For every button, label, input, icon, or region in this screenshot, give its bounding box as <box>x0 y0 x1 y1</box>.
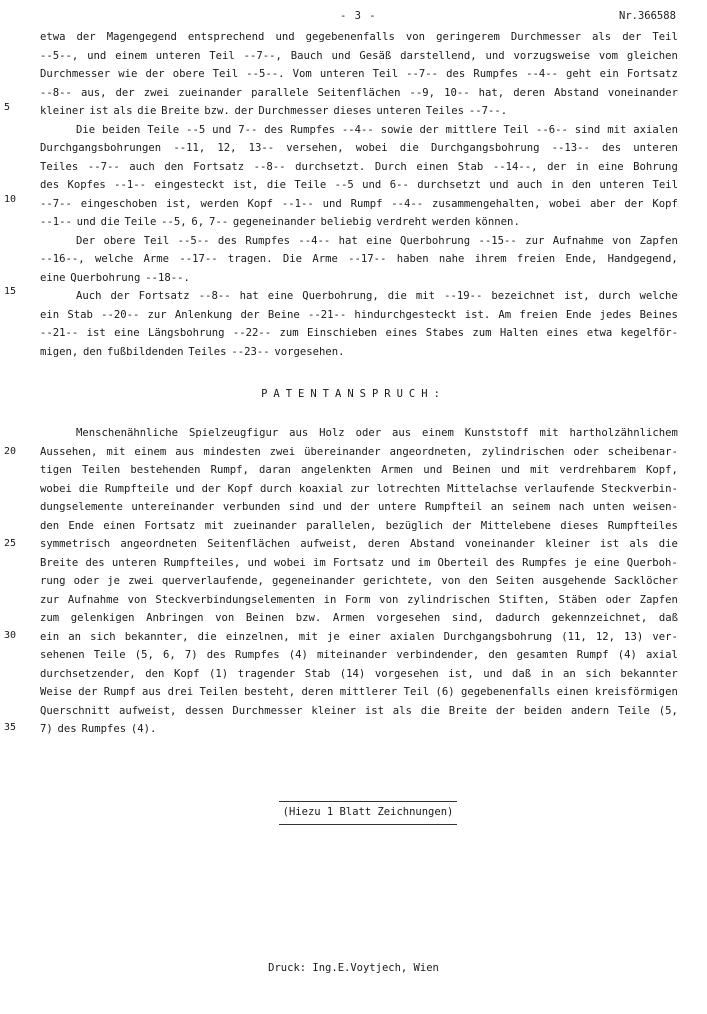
text-line: Teiles --7-- auch den Fortsatz --8-- durchsetzt. Durch einen Stab --14--, der in eine Bohrung <box>40 160 678 173</box>
text-line: zur Aufnahme von Steckverbindungselementen in Form von zylindrischen Stiften, Stäben oder Zapfen <box>40 593 678 606</box>
description-text <box>40 28 678 361</box>
line-number: 5 <box>4 102 11 113</box>
text-line: Querschnitt aufweist, dessen Durchmesser kleiner ist als die Breite der beiden andern Teile (5, <box>40 704 678 717</box>
text-line: Durchgangsbohrungen --11, 12, 13-- versehen, wobei die Durchgangsbohrung --13-- des unteren <box>40 142 678 154</box>
text-line: tigen Teilen bestehenden Rumpf, daran angelenkten Armen und Beinen und mit verdrehbarem Kopf, <box>40 464 678 476</box>
patent-number: Nr.366588 <box>619 10 676 22</box>
text-line: symmetrisch angeordneten Seitenflächen aufweist, deren Abstand voneinander kleiner ist als die <box>40 538 678 550</box>
text-line: --1-- und die Teile --5, 6, 7-- gegeneinander beliebig verdreht werden können. <box>40 216 520 228</box>
text-line: --16--, welche Arme --17-- tragen. Die Arme --17-- haben nahe ihrem freien Ende, Handgegend, <box>40 253 678 265</box>
text-line: zum gelenkigen Anbringen von Beinen bzw. Armen vorgesehen sind, dadurch gekennzeichnet, daß <box>40 612 678 624</box>
text-line: den Ende einen Fortsatz mit zueinander parallelen, bezüglich der Mittelebene dieses Rumpfteiles <box>40 519 678 532</box>
line-number: 30 <box>4 630 17 641</box>
page-number: - 3 - <box>340 10 377 22</box>
text-line: Der obere Teil --5-- des Rumpfes --4-- hat eine Querbohrung --15-- zur Aufnahme von Zapfen <box>76 234 678 247</box>
text-line: Auch der Fortsatz --8-- hat eine Querbohrung, die mit --19-- bezeichnet ist, durch welche <box>76 290 678 302</box>
text-line: --7-- eingeschoben ist, werden Kopf --1-- und Rumpf --4-- zusammengehalten, wobei aber der Kopf <box>40 197 678 210</box>
text-line: Die beiden Teile --5 und 7-- des Rumpfes --4-- sowie der mittlere Teil --6-- sind mit axialen <box>76 123 678 136</box>
text-line: Aussehen, mit einem aus mindesten zwei übereinander angeordneten, zylindrischen oder scheibenar- <box>40 445 678 458</box>
text-line: migen, den fußbildenden Teiles --23-- vorgesehen. <box>40 345 345 358</box>
text-line: dungselemente untereinander verbunden sind und der untere Rumpfteil an seinem nach unten weisen- <box>40 501 678 513</box>
text-line: durchsetzender, den Kopf (1) tragender Stab (14) vorgesehen ist, und daß in an sich bekannter <box>40 667 678 680</box>
text-line: Durchmesser wie der obere Teil --5--. Vom unteren Teil --7-- des Rumpfes --4-- geht ein Fortsatz <box>40 68 678 80</box>
text-line: --21-- ist eine Längsbohrung --22-- zum Einschieben eines Stabes zum Halten eines etwa kegelför- <box>40 327 678 339</box>
text-line: Weise der Rumpf aus drei Teilen besteht, deren mittlerer Teil (6) gegebenenfalls einen kreisförmigen <box>40 686 678 698</box>
text-line: Breite des unteren Rumpfteiles, und wobei im Fortsatz und im Oberteil des Rumpfes je eine Querboh- <box>40 556 678 569</box>
text-line: wobei die Rumpfteile und der Kopf durch koaxial zur lotrechten Mittelachse verlaufende Steckverbin- <box>40 482 678 495</box>
divider <box>279 801 457 802</box>
printer-imprint: Druck: Ing.E.Voytjech, Wien <box>268 962 439 974</box>
text-line: eine Querbohrung --18--. <box>40 271 190 284</box>
text-line: etwa der Magengegend entsprechend und gegebenenfalls von geringerem Durchmesser als der Teil <box>40 31 678 43</box>
line-number: 15 <box>4 286 17 297</box>
claim-text <box>40 424 678 739</box>
text-line: des Kopfes --1-- eingesteckt ist, die Teile --5 und 6-- durchsetzt und auch in den unteren Teil <box>40 179 678 191</box>
text-line: ein an sich bekannter, die einzelnen, mit je einer axialen Durchgangsbohrung (11, 12, 13) ver- <box>40 630 678 643</box>
line-number: 35 <box>4 722 17 733</box>
line-number: 20 <box>4 446 17 457</box>
text-line: kleiner ist als die Breite bzw. der Durchmesser dieses unteren Teiles --7--. <box>40 105 508 117</box>
line-number: 10 <box>4 194 17 205</box>
text-line: --5--, und einem unteren Teil --7--, Bauch und Gesäß darstellend, und vorzugsweise vom gleichen <box>40 49 678 62</box>
divider <box>279 824 457 825</box>
claims-heading: PATENTANSPRUCH: <box>261 388 446 400</box>
text-line: 7) des Rumpfes (4). <box>40 723 157 735</box>
text-line: ein Stab --20-- zur Anlenkung der Beine --21-- hindurchgesteckt ist. Am freien Ende jedes Beines <box>40 308 678 321</box>
text-line: Menschenähnliche Spielzeugfigur aus Holz oder aus einem Kunststoff mit hartholzähnlichem <box>76 427 678 439</box>
text-line: sehenen Teile (5, 6, 7) des Rumpfes (4) miteinander verbindender, den gesamten Rumpf (4) axial <box>40 649 678 661</box>
drawing-sheet-note: (Hiezu 1 Blatt Zeichnungen) <box>282 806 454 818</box>
line-number: 25 <box>4 538 17 549</box>
text-line: rung oder je zwei querverlaufende, gegeneinander gerichtete, von den Seiten ausgehende Sacklöcher <box>40 575 678 587</box>
text-line: --8-- aus, der zwei zueinander parallele Seitenflächen --9, 10-- hat, deren Abstand voneinander <box>40 86 678 99</box>
